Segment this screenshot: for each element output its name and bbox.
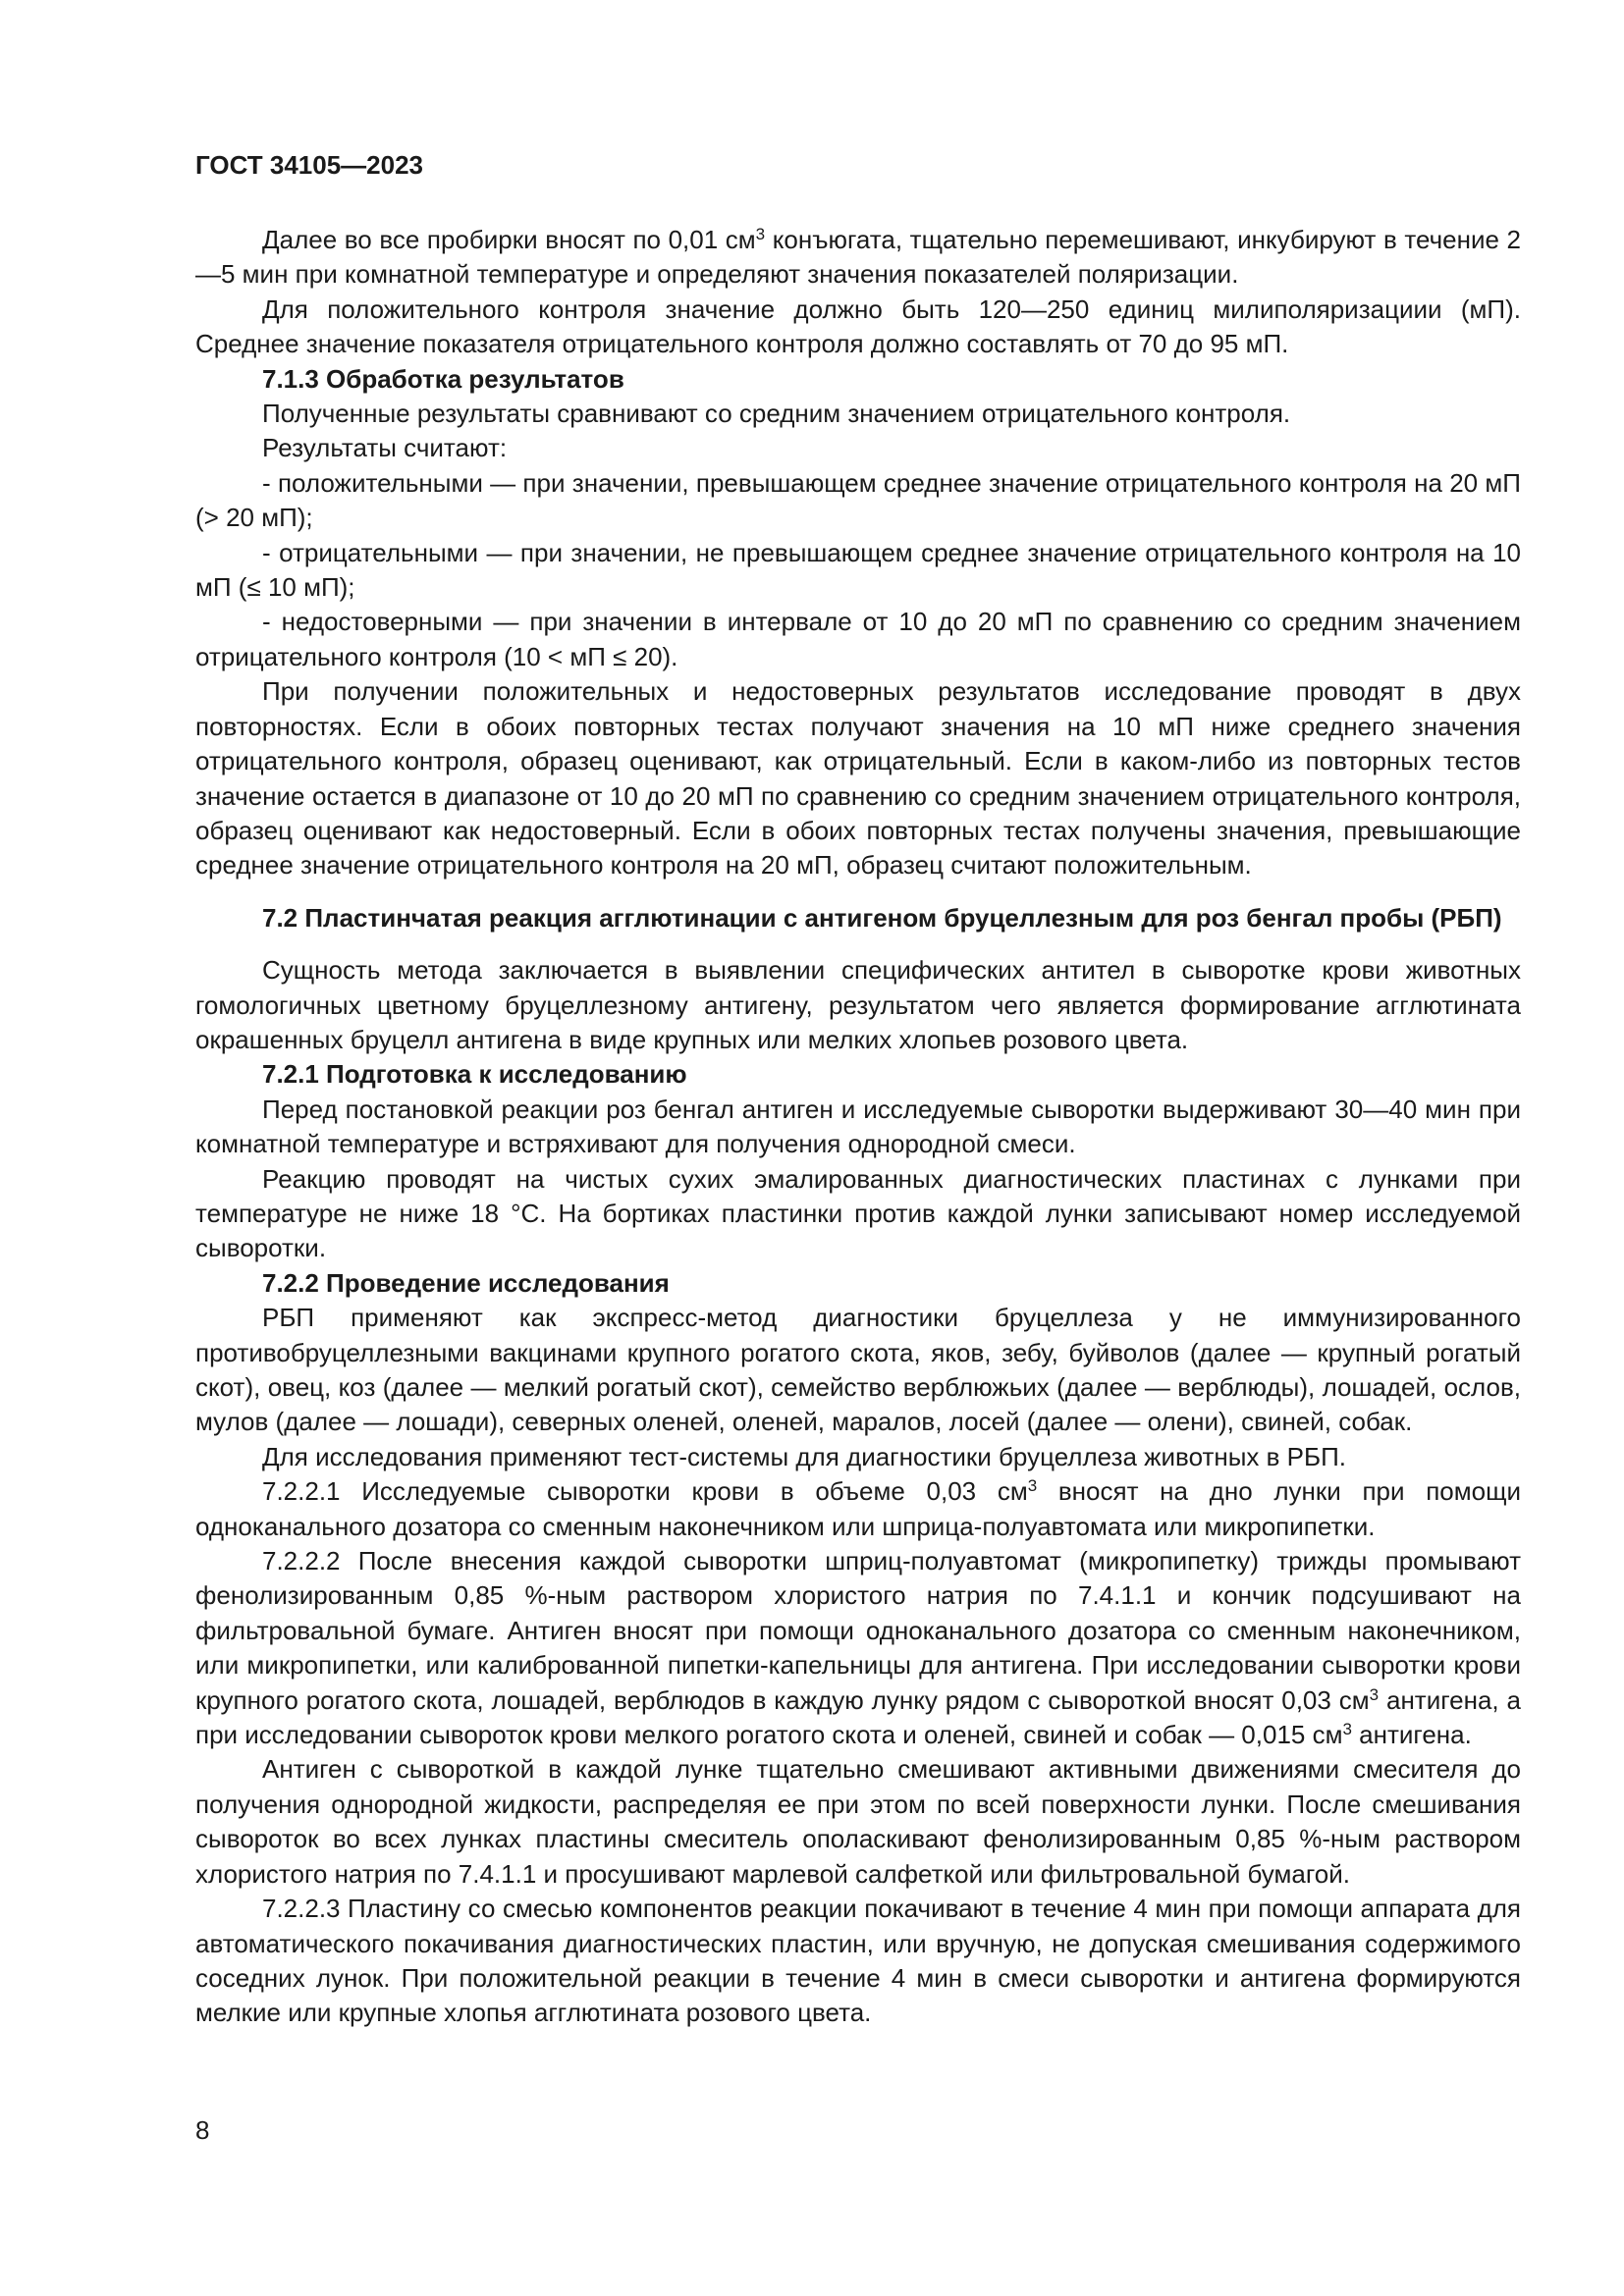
paragraph-preparation: Перед постановкой реакции роз бенгал антиген и исследуемые сыворотки выдерживают 30—40 мин при комнатной температуре и встряхивают для получения однородной смеси. [195, 1094, 1521, 1159]
list-item-positive: - положительными — при значении, превышающем среднее значение отрицательного контроля на 20 мП (> 20 мП); [195, 467, 1521, 533]
page-number: 8 [195, 2115, 210, 2145]
paragraph-results-compare: Полученные результаты сравнивают со средним значением отрицательного контроля. [262, 399, 1291, 429]
paragraph-results-considered: Результаты считают: [262, 433, 508, 463]
text-run: 7.2.2.1 Исследуемые сыворотки крови в объеме 0,03 см [262, 1476, 1028, 1507]
superscript: 3 [1342, 1720, 1352, 1739]
superscript: 3 [1369, 1684, 1380, 1704]
paragraph-rbp-usage: РБП применяют как экспресс-метод диагностики бруцеллеза у не иммунизированного противобруцеллезными вакцинами крупного рогатого скота, яков, зебу, буйволов (далее — крупный рогатый скот), овец, коз (далее — мелкий рогатый скот), семейство верблюжьих (далее — верблюды), лошадей, ослов, мулов (далее — лошади), северных оленей, оленей, маралов, лосей (далее — олени), свиней, собак. [195, 1303, 1521, 1437]
paragraph-7-2-2-2 [195, 1544, 1521, 1752]
superscript: 3 [755, 225, 766, 243]
paragraph-mixing: Антиген с сывороткой в каждой лунке тщательно смешивают активными движениями смесителя до получения однородной жидкости, распределяя ее при этом по всей поверхности лунки. После смешивания сывороток во всех лунках пластины смеситель ополаскивают фенолизированным 0,85 %-ным раствором хлористого натрия по 7.4.1.1 и просушивают марлевой салфеткой или фильтровальной бумагой. [195, 1754, 1521, 1889]
paragraph-test-systems: Для исследования применяют тест-системы для диагностики бруцеллеза животных в РБП. [262, 1441, 1346, 1471]
text-run: 7.2.2.2 После внесения каждой сыворотки шприц-полуавтомат (микропипетку) трижды промывают фенолизированным 0,85 %-ным раствором хлористого натрия по 7.4.1.1 и кончик подсушивают на фильтровальной бумаге. Антиген вносят при помощи одноканального дозатора со сменным наконечником, или микропипетки, или калиброванной пипетки-капельницы для антигена. При исследовании сыворотки крови крупного рогатого скота, лошадей, верблюдов в каждую лунку рядом с сывороткой вносят 0,03 см [195, 1546, 1521, 1715]
text-run: антигена, а при исследовании сывороток крови мелкого рогатого скота и оленей, свиней и собак — 0,015 см [195, 1684, 1521, 1750]
text-run: антигена. [1351, 1720, 1472, 1750]
text-run: вносят на дно лунки при помощи одноканального дозатора со сменным наконечником или шприца-полуавтомата или микропипетки. [195, 1476, 1521, 1541]
paragraph-conjugate [195, 223, 1521, 293]
paragraph-method-essence: Сущность метода заключается в выявлении специфических антител в сыворотке крови животных гомологичных цветному бруцеллезному антигену, результатом чего является формирование агглютината окрашенных бруцелл антигена в виде крупных или мелких хлопьев розового цвета. [195, 955, 1521, 1054]
section-heading-7-2-1: 7.2.1 Подготовка к исследованию [262, 1059, 687, 1090]
paragraph-plates: Реакцию проводят на чистых сухих эмалированных диагностических пластинах с лунками при температуре не ниже 18 °С. На бортиках пластинки против каждой лунки записывают номер исследуемой сыворотки. [195, 1163, 1521, 1263]
section-heading-7-2: 7.2 Пластинчатая реакция агглютинации с антигеном бруцеллезным для роз бенгал пробы (РБП) [262, 902, 1502, 933]
section-heading-7-1-3: 7.1.3 Обработка результатов [262, 363, 624, 394]
paragraph-7-2-2-1 [195, 1474, 1521, 1544]
superscript: 3 [1027, 1476, 1038, 1496]
list-item-doubtful: - недостоверными — при значении в интервале от 10 до 20 мП по сравнению со средним значением отрицательного контроля (10 < мП ≤ 20). [195, 607, 1521, 671]
text-run: конъюгата, тщательно перемешивают, инкубируют в течение 2—5 мин при комнатной температуре и определяют значения показателей поляризации. [195, 225, 1521, 290]
document-body [195, 223, 1521, 2031]
text-run: Далее во все пробирки вносят по 0,01 см [262, 225, 756, 254]
paragraph-repeat-tests: При получении положительных и недостоверных результатов исследование проводят в двух повторностях. Если в обоих повторных тестах получают значения на 10 мП ниже среднего значения отрицательного контроля, образец оценивают, как отрицательный. Если в каком-либо из повторных тестов значение остается в диапазоне от 10 до 20 мП по сравнению со средним значением отрицательного контроля, образец оценивают как недостоверный. Если в обоих повторных тестах получены значения, превышающие среднее значение отрицательного контроля на 20 мП, образец считают положительным. [195, 676, 1521, 881]
list-item-negative: - отрицательными — при значении, не превышающем среднее значение отрицательного контроля на 10 мП (≤ 10 мП); [195, 537, 1521, 603]
paragraph-7-2-2-3: 7.2.2.3 Пластину со смесью компонентов реакции покачивают в течение 4 мин при помощи аппарата для автоматического покачивания диагностических пластин, или вручную, не допуская смешивания содержимого соседних лунок. При положительной реакции в течение 4 мин в смеси сыворотки и антигена формируются мелкие или крупные хлопья агглютината розового цвета. [195, 1894, 1521, 2028]
paragraph-positive-control: Для положительного контроля значение должно быть 120—250 единиц милиполяризациии (мП). Среднее значение показателя отрицательного контроля должно составлять от 70 до 95 мП. [195, 294, 1521, 359]
section-heading-7-2-2: 7.2.2 Проведение исследования [262, 1267, 670, 1298]
document-code: ГОСТ 34105—2023 [195, 150, 423, 180]
